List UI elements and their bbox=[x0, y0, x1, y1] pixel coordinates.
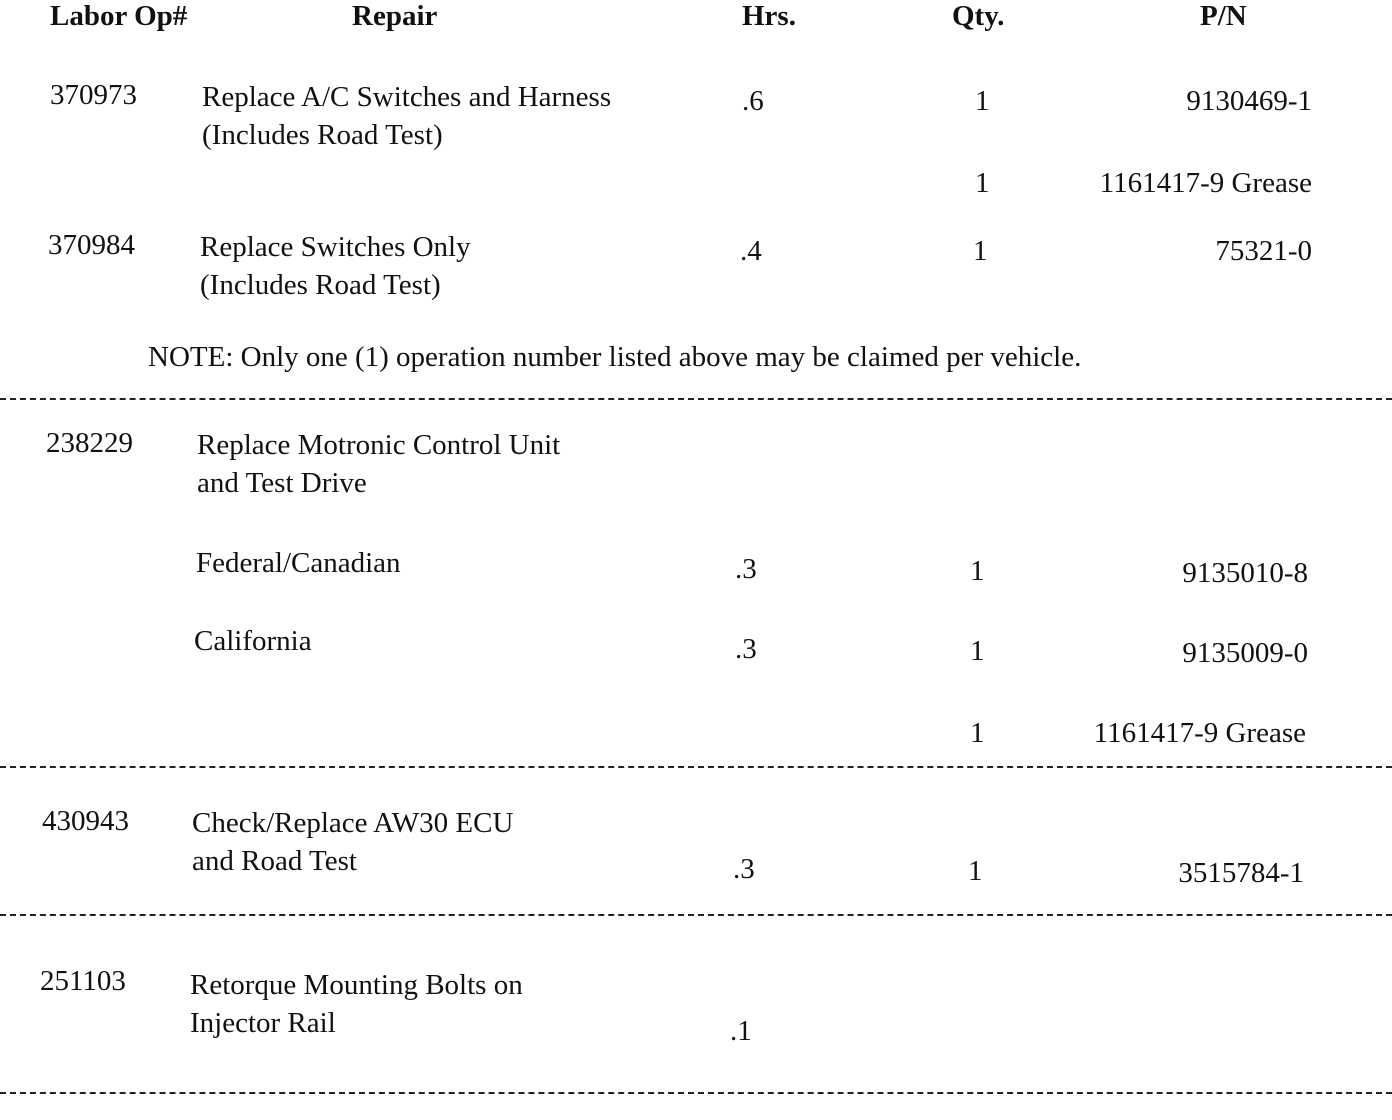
labor-op-cell: 238229 bbox=[46, 427, 133, 459]
dashed-divider bbox=[0, 766, 1392, 768]
repair-cell-line2: (Includes Road Test) bbox=[202, 119, 443, 151]
hrs-cell: .3 bbox=[733, 853, 755, 885]
repair-cell-line2: Injector Rail bbox=[190, 1007, 336, 1039]
pn-cell: 9135010-8 bbox=[1182, 557, 1308, 589]
hrs-cell: .3 bbox=[735, 553, 757, 585]
repair-cell: Retorque Mounting Bolts on bbox=[190, 969, 523, 1001]
pn-cell: 1161417-9 Grease bbox=[1099, 167, 1312, 199]
dashed-divider bbox=[0, 398, 1392, 400]
header-repair: Repair bbox=[352, 0, 438, 32]
hrs-cell: .4 bbox=[740, 235, 762, 267]
qty-cell: 1 bbox=[968, 855, 983, 887]
labor-op-cell: 251103 bbox=[40, 965, 126, 997]
hrs-cell: .6 bbox=[742, 85, 764, 117]
repair-cell-line2: (Includes Road Test) bbox=[200, 269, 441, 301]
repair-cell: California bbox=[194, 625, 312, 657]
header-labor-op: Labor Op# bbox=[50, 0, 188, 32]
dashed-divider bbox=[0, 1092, 1392, 1094]
repair-cell: Replace Motronic Control Unit bbox=[197, 429, 561, 461]
repair-cell-line2: and Test Drive bbox=[197, 467, 367, 499]
labor-op-cell: 430943 bbox=[42, 805, 129, 837]
qty-cell: 1 bbox=[975, 167, 990, 199]
repair-cell: Replace A/C Switches and Harness bbox=[202, 81, 612, 113]
pn-cell: 1161417-9 Grease bbox=[1093, 717, 1306, 749]
repair-cell-line2: and Road Test bbox=[192, 845, 357, 877]
qty-cell: 1 bbox=[975, 85, 990, 117]
hrs-cell: .3 bbox=[735, 633, 757, 665]
labor-op-cell: 370973 bbox=[50, 79, 137, 111]
header-qty: Qty. bbox=[952, 0, 1005, 32]
qty-cell: 1 bbox=[970, 635, 985, 667]
repair-cell: Check/Replace AW30 ECU bbox=[192, 807, 514, 839]
pn-cell: 9135009-0 bbox=[1182, 637, 1308, 669]
qty-cell: 1 bbox=[970, 555, 985, 587]
dashed-divider bbox=[0, 914, 1392, 916]
pn-cell: 9130469-1 bbox=[1186, 85, 1312, 117]
repair-cell: Federal/Canadian bbox=[196, 547, 401, 579]
header-pn: P/N bbox=[1200, 0, 1247, 32]
qty-cell: 1 bbox=[970, 717, 985, 749]
labor-op-cell: 370984 bbox=[48, 229, 135, 261]
hrs-cell: .1 bbox=[730, 1015, 752, 1047]
note-text: NOTE: Only one (1) operation number listed above may be claimed per vehicle. bbox=[148, 341, 1082, 373]
repair-cell: Replace Switches Only bbox=[200, 231, 471, 263]
header-hrs: Hrs. bbox=[742, 0, 796, 32]
qty-cell: 1 bbox=[973, 235, 988, 267]
pn-cell: 3515784-1 bbox=[1178, 857, 1304, 889]
pn-cell: 75321-0 bbox=[1215, 235, 1312, 267]
